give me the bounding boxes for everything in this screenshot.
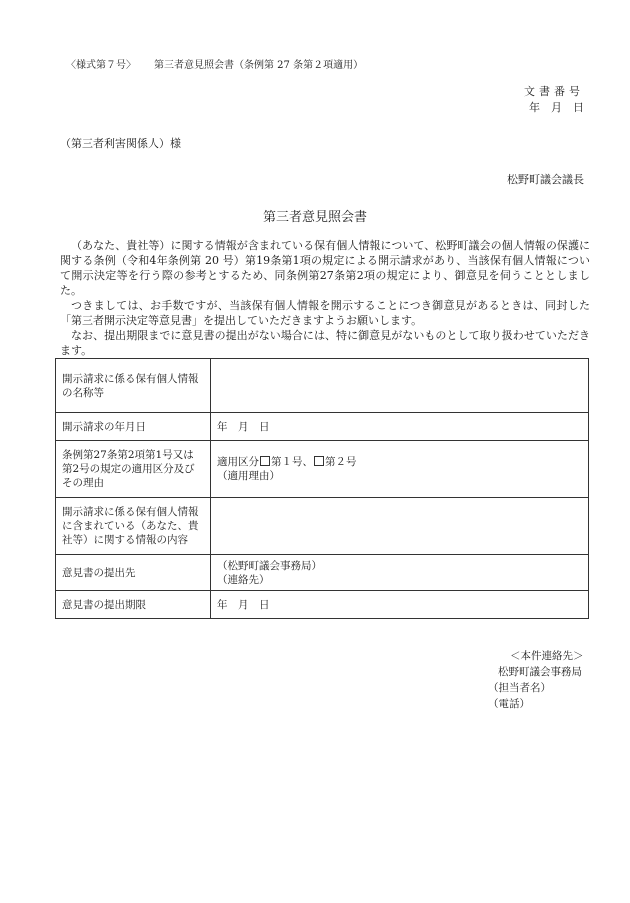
row-label-classification: 条例第27条第2項第1号又は第2号の規定の適用区分及びその理由 [56, 441, 211, 498]
checkbox-item1[interactable] [260, 456, 270, 466]
row-label-submission-destination: 意見書の提出先 [56, 555, 211, 591]
table-row [56, 591, 589, 619]
classification-option-2: 第２号 [325, 456, 357, 468]
classification-reason: （適用理由） [217, 470, 280, 482]
row-value-deadline: 年 月 日 [211, 591, 589, 619]
row-label-deadline: 意見書の提出期限 [56, 591, 211, 619]
form-header [66, 56, 363, 71]
info-table [55, 358, 589, 619]
row-label-info-name: 開示請求に係る保有個人情報の名称等 [56, 359, 211, 413]
document-title: 第三者意見照会書 [262, 210, 367, 225]
body-paragraph: （あなた、貴社等）に関する情報が含まれている保有個人情報について、松野町議会の個人情報の保護に関する条例（令和4年条例第 20 号）第19条第1項の規定による開示請求があり、当該保有個人情報について開示決定等を行う際の参考とするため、同条例第27条第2項の規定により、御意見を伺うこととしました。 [60, 239, 590, 297]
table-row [56, 413, 589, 441]
document-body [60, 238, 590, 358]
row-value-info-name [211, 359, 589, 413]
row-label-info-content: 開示請求に係る保有個人情報に含まれている（あなた、貴社等）に関する情報の内容 [56, 498, 211, 555]
sender: 松野町議会議長 [507, 173, 584, 186]
contact-office: 松野町議会事務局 [498, 666, 582, 678]
classification-option-1: 第１号、 [271, 456, 313, 468]
contact-block [488, 648, 584, 712]
form-number: 〈様式第７号〉 [66, 60, 136, 71]
row-value-classification [211, 441, 589, 498]
table-row [56, 498, 589, 555]
body-paragraph: つきましては、お手数ですが、当該保有個人情報を開示することにつき御意見があるときは、同封した「第三者開示決定等意見書」を提出していただきますようお願いします。 [60, 299, 590, 327]
row-value-info-content [211, 498, 589, 555]
table-row [56, 359, 589, 413]
table-row [56, 441, 589, 498]
row-value-submission-destination [211, 555, 589, 591]
checkbox-item2[interactable] [314, 456, 324, 466]
form-title: 第三者意見照会書（条例第 27 条第２項適用） [154, 60, 364, 71]
body-paragraph: なお、提出期限までに意見書の提出がない場合には、特に御意見がないものとして取り扱わせていただきます。 [60, 329, 590, 357]
contact-heading: ＜本件連絡先＞ [510, 650, 584, 662]
row-label-request-date: 開示請求の年月日 [56, 413, 211, 441]
destination-office: （松野町議会事務局） [217, 559, 322, 572]
document-date: 年 月 日 [529, 101, 584, 114]
contact-phone: （電話） [488, 698, 530, 710]
document-number: 文書番号 [524, 85, 584, 98]
table-row [56, 555, 589, 591]
classification-prefix: 適用区分 [217, 456, 259, 468]
destination-contact: （連絡先） [217, 573, 270, 586]
row-value-request-date: 年 月 日 [211, 413, 589, 441]
contact-person: （担当者名） [488, 682, 551, 694]
addressee: （第三者利害関係人）様 [60, 137, 181, 150]
